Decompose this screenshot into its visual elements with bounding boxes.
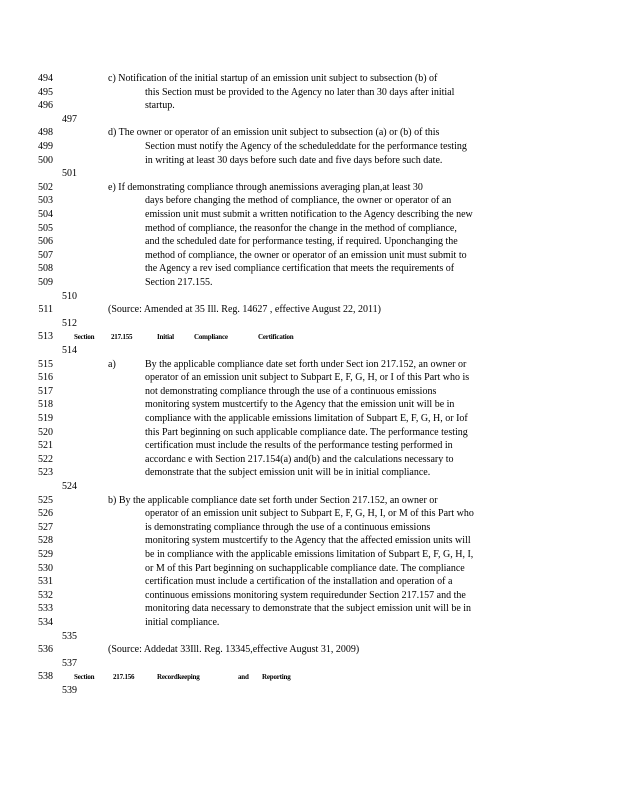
line-text: monitoring system mustcertify to the Agency that the emission unit will be in — [145, 399, 455, 411]
line-text: not demonstrating compliance through the use of a continuous emissions — [145, 385, 437, 397]
line-number: 519 — [38, 413, 53, 424]
line-number: 498 — [38, 127, 53, 139]
line-text: certification must include the results of the performance testing performed in — [145, 440, 453, 452]
line-number: 512 — [62, 317, 77, 329]
line-text: Section 217.155. — [145, 277, 213, 288]
document-line — [0, 317, 618, 331]
document-line — [0, 630, 618, 644]
line-number: 521 — [38, 440, 53, 452]
line-text: this Part beginning on such applicable compliance date. The performance testing — [145, 426, 468, 438]
document-line — [0, 412, 618, 426]
line-text: b) By the applicable compliance date set forth under Section 217.152, an owner or — [108, 494, 438, 506]
document-line — [0, 140, 618, 154]
document-line — [0, 167, 618, 181]
line-number: 504 — [38, 209, 53, 220]
document-line — [0, 371, 618, 385]
document-line — [0, 548, 618, 562]
document-line — [0, 534, 618, 548]
line-number: 520 — [38, 426, 53, 438]
line-number: 500 — [38, 154, 53, 166]
line-text: Section must notify the Agency of the scheduleddate for the performance testing — [145, 141, 467, 152]
line-number: 507 — [38, 249, 53, 261]
section-heading-word: 217.155 — [111, 333, 133, 342]
line-number: 539 — [62, 685, 77, 696]
document-line — [0, 262, 618, 276]
line-text: emission unit must submit a written notification to the Agency describing the new — [145, 209, 473, 220]
document-line — [0, 466, 618, 480]
section-heading-word: and — [238, 673, 249, 682]
document-line — [0, 276, 618, 290]
document-line — [0, 562, 618, 576]
line-text: monitoring data necessary to demonstrate that the subject emission unit will be in — [145, 603, 472, 615]
document-line — [0, 181, 618, 195]
line-text: (Source: Amended at 35 Ill. Reg. 14627 , effective August 22, 2011) — [108, 304, 382, 316]
document-line — [0, 657, 618, 671]
line-number: 522 — [38, 453, 53, 465]
section-heading-word: Recordkeeping — [157, 673, 200, 682]
document-line — [0, 154, 618, 168]
document-line — [0, 589, 618, 603]
line-number: 524 — [62, 481, 77, 492]
line-number: 536 — [38, 644, 53, 656]
line-number: 538 — [38, 671, 53, 683]
line-text: By the applicable compliance date set forth under Sect ion 217.152, an owner or — [145, 358, 467, 370]
line-text: a) — [108, 358, 116, 370]
line-number: 527 — [38, 521, 53, 533]
line-text: this Section must be provided to the Agency no later than 30 days after initial — [145, 86, 455, 98]
line-text: operator of an emission unit subject to Subpart E, F, G, H, or I of this Part who is — [145, 372, 470, 384]
line-text: (Source: Addedat 33Ill. Reg. 13345,effective August 31, 2009) — [108, 644, 360, 656]
line-text: or M of this Part beginning on suchapplicable compliance date. The compliance — [145, 562, 465, 574]
section-heading-word: Certification — [258, 333, 294, 342]
line-number: 499 — [38, 141, 53, 152]
line-number: 535 — [62, 630, 77, 642]
line-text: c) Notification of the initial startup of an emission unit subject to subsection (b) of — [108, 73, 438, 84]
document-line — [0, 249, 618, 263]
line-number: 495 — [38, 86, 53, 98]
document-line — [0, 385, 618, 399]
line-text: operator of an emission unit subject to Subpart E, F, G, H, I, or M of this Part who — [145, 508, 474, 520]
section-heading-word: Compliance — [194, 333, 228, 342]
document-line — [0, 398, 618, 412]
line-number: 528 — [38, 535, 53, 547]
line-text: the Agency a rev ised compliance certification that meets the requirements of — [145, 263, 455, 275]
section-heading-word: Reporting — [262, 673, 291, 682]
line-number: 526 — [38, 508, 53, 520]
document-line — [0, 616, 618, 630]
line-number: 530 — [38, 562, 53, 574]
document-line — [0, 521, 618, 535]
document-line — [0, 113, 618, 127]
line-number: 501 — [62, 168, 77, 180]
document-line — [0, 222, 618, 236]
section-heading-word: 217.156 — [113, 673, 135, 682]
line-text: demonstrate that the subject emission unit will be in initial compliance. — [145, 467, 431, 479]
line-number: 534 — [38, 617, 53, 628]
line-text: monitoring system mustcertify to the Agency that the affected emission units will — [145, 535, 471, 547]
document-line — [0, 235, 618, 249]
document-line — [0, 330, 618, 344]
line-number: 531 — [38, 576, 53, 588]
line-number: 516 — [38, 372, 53, 384]
line-number: 529 — [38, 549, 53, 560]
line-text: and the scheduled date for performance testing, if required. Uponchanging the — [145, 236, 458, 248]
line-number: 503 — [38, 195, 53, 207]
document-line — [0, 99, 618, 113]
document-line — [0, 575, 618, 589]
line-number: 532 — [38, 589, 53, 601]
document-line — [0, 208, 618, 222]
line-number: 514 — [62, 345, 77, 356]
line-number: 508 — [38, 263, 53, 275]
document-line — [0, 507, 618, 521]
line-text: continuous emissions monitoring system requiredunder Section 217.157 and the — [145, 589, 466, 601]
section-heading-word: Section — [74, 333, 95, 342]
document-line — [0, 684, 618, 698]
document-line — [0, 494, 618, 508]
section-heading-word: Section — [74, 673, 95, 682]
document-line — [0, 194, 618, 208]
line-number: 513 — [38, 331, 53, 343]
document-line — [0, 643, 618, 657]
line-text: d) The owner or operator of an emission unit subject to subsection (a) or (b) of this — [108, 127, 440, 139]
line-text: method of compliance, the owner or operator of an emission unit must submit to — [145, 249, 467, 261]
document-line — [0, 602, 618, 616]
document-line — [0, 358, 618, 372]
document-line — [0, 126, 618, 140]
line-text: certification must include a certification of the installation and operation of a — [145, 576, 453, 588]
section-heading-word: Initial — [157, 333, 174, 342]
document-line — [0, 480, 618, 494]
line-number: 505 — [38, 222, 53, 234]
line-number: 537 — [62, 657, 77, 669]
line-text: e) If demonstrating compliance through anemissions averaging plan,at least 30 — [108, 181, 423, 193]
document-line — [0, 426, 618, 440]
line-text: days before changing the method of compliance, the owner or operator of an — [145, 195, 452, 207]
line-number: 517 — [38, 385, 53, 397]
line-number: 510 — [62, 290, 77, 302]
document-line — [0, 72, 618, 86]
line-number: 518 — [38, 399, 53, 411]
line-number: 511 — [38, 304, 53, 316]
line-number: 506 — [38, 236, 53, 248]
document-line — [0, 86, 618, 100]
document-line — [0, 344, 618, 358]
line-number: 533 — [38, 603, 53, 615]
line-number: 515 — [38, 358, 53, 370]
line-text: initial compliance. — [145, 617, 220, 628]
line-text: startup. — [145, 100, 175, 112]
document-line — [0, 670, 618, 684]
line-text: in writing at least 30 days before such date and five days before such date. — [145, 154, 443, 166]
document-line — [0, 290, 618, 304]
line-number: 523 — [38, 467, 53, 479]
document-line — [0, 439, 618, 453]
line-number: 525 — [38, 494, 53, 506]
line-text: be in compliance with the applicable emissions limitation of Subpart E, F, G, H, I, — [145, 549, 474, 560]
line-number: 509 — [38, 277, 53, 288]
line-text: method of compliance, the reasonfor the change in the method of compliance, — [145, 222, 457, 234]
document-line — [0, 453, 618, 467]
line-number: 496 — [38, 100, 53, 112]
line-number: 502 — [38, 181, 53, 193]
document-line — [0, 303, 618, 317]
line-number: 494 — [38, 73, 53, 84]
line-text: compliance with the applicable emissions limitation of Subpart E, F, G, H, or Iof — [145, 413, 468, 424]
line-text: is demonstrating compliance through the use of a continuous emissions — [145, 521, 431, 533]
line-number: 497 — [62, 113, 77, 125]
line-text: accordanc e with Section 217.154(a) and(b) and the calculations necessary to — [145, 453, 454, 465]
